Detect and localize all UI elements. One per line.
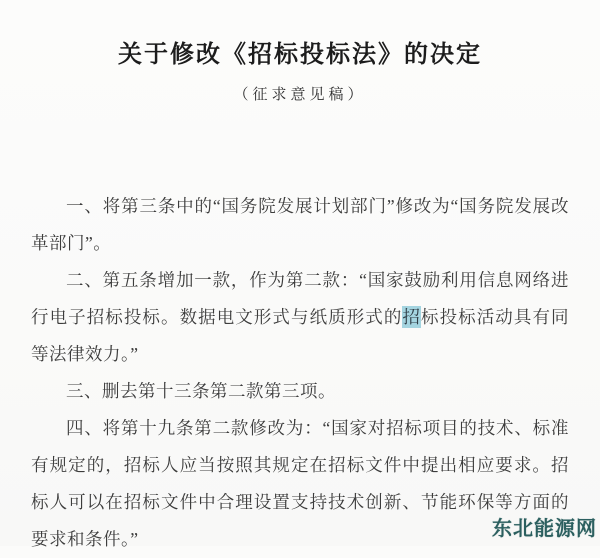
page-subtitle: （征求意见稿） (233, 87, 367, 103)
page-title: 关于修改《招标投标法》的决定 (118, 41, 482, 68)
paragraph-article-2 (31, 262, 569, 373)
paragraph-article-2-post: 标投标活动具有同等法律效力。” (31, 307, 570, 364)
paragraph-article-2-pre: 二、第五条增加一款，作为第二款：“国家鼓励利用信息网络进行电子招标投标。数据电文形式与纸质形式的 (31, 270, 569, 327)
document-body (0, 188, 600, 558)
paragraph-article-4: 四、将第十九条第二款修改为：“国家对招标项目的技术、标准有规定的，招标人应当按照其规定在招标文件中提出相应要求。招标人可以在招标文件中合理设置支持技术创新、节能环保等方面的要求和条件。” (31, 418, 569, 549)
highlighted-character: 招 (402, 307, 422, 327)
paragraph-article-3: 三、删去第十三条第二款第三项。 (66, 381, 336, 401)
paragraph-article-1: 一、将第三条中的“国务院发展计划部门”修改为“国务院发展改革部门”。 (31, 196, 569, 253)
watermark-text: 东北能源网 (492, 518, 597, 540)
